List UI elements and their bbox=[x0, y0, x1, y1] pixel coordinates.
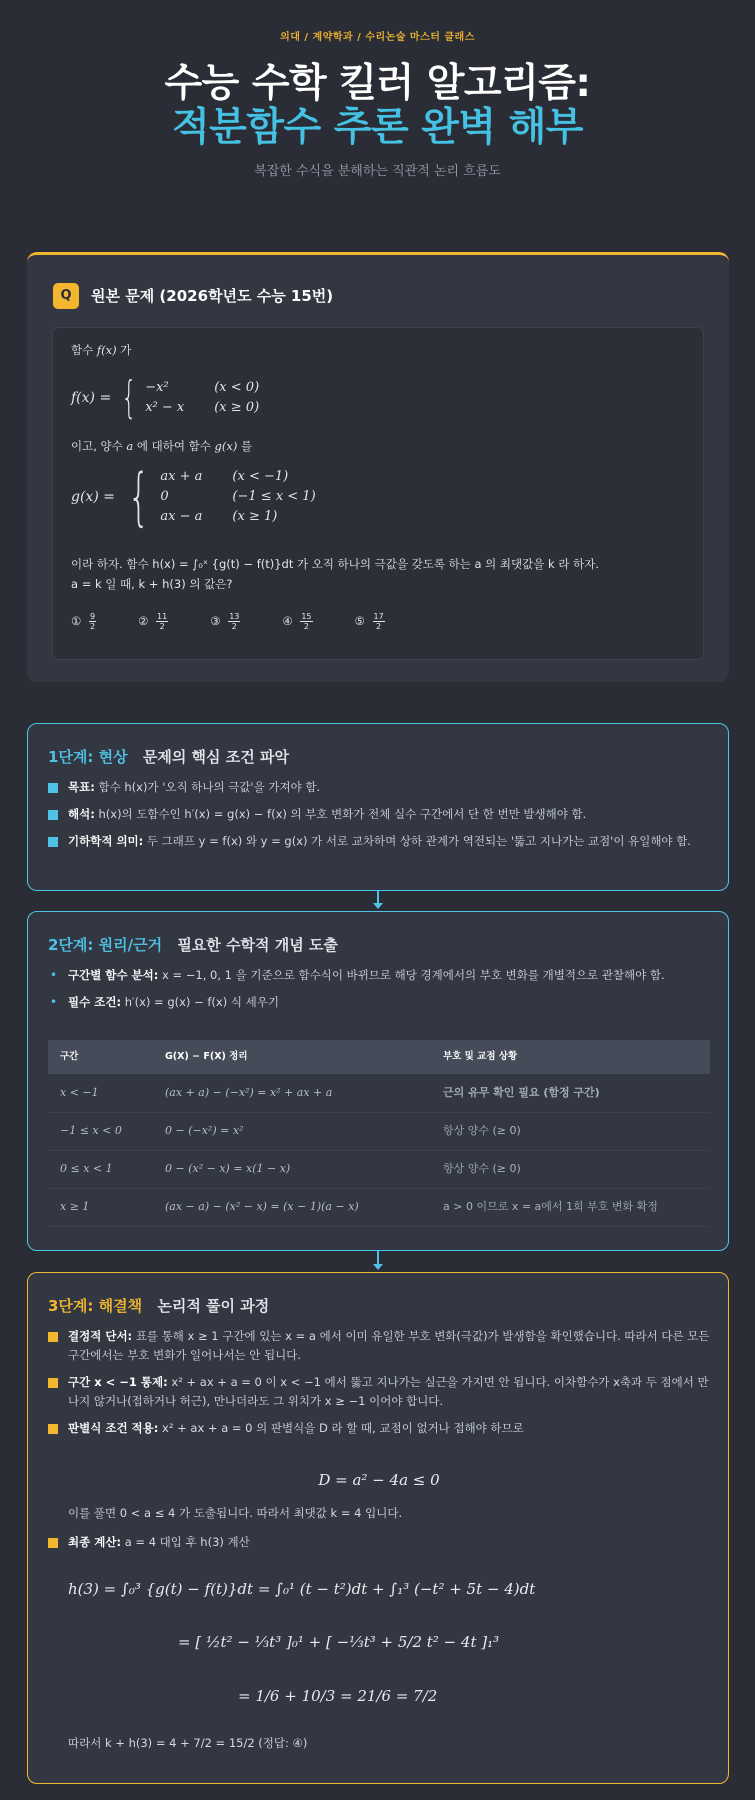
step3-header bbox=[48, 1295, 269, 1318]
step2-title: 필요한 수학적 개념 도출 bbox=[177, 936, 338, 954]
page-title-line2: 적분함수 추론 완벽 해부 bbox=[172, 105, 583, 150]
step1-label: 1단계: 현상 bbox=[48, 748, 128, 766]
fraction-numerator: 11 bbox=[157, 612, 168, 621]
square-bullet-icon bbox=[48, 1538, 58, 1548]
item-key: 판별식 조건 적용: bbox=[68, 1421, 159, 1435]
f-case-row bbox=[145, 398, 289, 418]
arrow-down-icon bbox=[373, 903, 383, 909]
fraction-numerator: 17 bbox=[373, 612, 384, 621]
choice-fraction bbox=[300, 612, 326, 631]
item-text: a = 4 대입 후 h(3) 계산 bbox=[124, 1535, 250, 1549]
list-item bbox=[48, 1533, 710, 1552]
answer-choice bbox=[138, 612, 196, 631]
table-cell: 0 ≤ x < 1 bbox=[48, 1150, 153, 1188]
list-item bbox=[48, 1373, 710, 1411]
item-text: x² + ax + a = 0 의 판별식을 D 라 할 때, 교점이 없거나 접해야 하므로 bbox=[162, 1421, 524, 1435]
f-case-expr: x² − x bbox=[145, 400, 185, 415]
problem-mid-text bbox=[71, 438, 252, 455]
table-cell: (ax + a) − (−x²) = x² + ax + a bbox=[153, 1074, 431, 1112]
answer-choice bbox=[282, 612, 340, 631]
breadcrumb: 의대 / 계약학과 / 수리논술 마스터 클래스 bbox=[280, 32, 475, 43]
item-text: x = −1, 0, 1 을 기준으로 함수식이 바뀌므로 해당 경계에서의 부호 변화를 개별적으로 관찰해야 함. bbox=[162, 968, 665, 982]
result-text: 이를 풀면 0 < a ≤ 4 가 도출됩니다. 따라서 최댓값 k = 4 입니다. bbox=[68, 1506, 403, 1520]
item-key: 목표: bbox=[68, 780, 95, 794]
g-case-cond: (x < −1) bbox=[232, 469, 289, 484]
choice-fraction bbox=[373, 612, 399, 631]
choice-mark: ③ bbox=[210, 614, 225, 628]
step3-title: 논리적 풀이 과정 bbox=[157, 1297, 270, 1315]
list-item bbox=[48, 1419, 710, 1438]
table-header-row bbox=[48, 1040, 710, 1074]
choice-fraction bbox=[89, 612, 110, 631]
fraction-denominator: 2 bbox=[303, 622, 309, 631]
page-title-line1: 수능 수학 킬러 알고리즘: bbox=[164, 61, 591, 106]
f-case-cond: (x < 0) bbox=[214, 380, 260, 395]
choice-mark: ① bbox=[71, 614, 85, 628]
fraction-denominator: 2 bbox=[231, 622, 237, 631]
step1-header bbox=[48, 746, 289, 769]
fraction-denominator: 2 bbox=[89, 622, 96, 631]
answer-choices bbox=[71, 612, 427, 631]
g-def-lhs: g(x) = bbox=[71, 488, 115, 505]
f-case-cond: (x ≥ 0) bbox=[214, 400, 260, 415]
f-name: f(x) bbox=[96, 343, 117, 357]
f-case-expr: −x² bbox=[145, 380, 169, 395]
answer-choice bbox=[210, 612, 268, 631]
choice-fraction bbox=[228, 612, 254, 631]
item-text: x² + ax + a = 0 이 x < −1 에서 뚫고 지나가는 실근을 가지면 안 됩니다. 이차함수가 x축과 두 점에서 만나지 않거나(접하거나 허근), 만나더라도 그 위치가 x ≥ −1 이어야 합니다. bbox=[68, 1375, 709, 1408]
step3-list bbox=[48, 1327, 710, 1446]
problem-intro bbox=[71, 342, 131, 359]
flow-connector bbox=[377, 891, 379, 903]
item-key: 구간별 함수 분석: bbox=[68, 968, 159, 982]
table-header: 부호 및 교점 상황 bbox=[431, 1040, 710, 1074]
item-key: 최종 계산: bbox=[68, 1535, 122, 1549]
choice-mark: ④ bbox=[282, 614, 297, 628]
list-item bbox=[48, 805, 710, 824]
discriminant-equation: D = a² − 4a ≤ 0 bbox=[318, 1471, 440, 1489]
square-bullet-icon bbox=[48, 1332, 58, 1342]
table-cell: x < −1 bbox=[48, 1074, 153, 1112]
f-def-lhs: f(x) = bbox=[71, 389, 112, 406]
g-case-row bbox=[160, 487, 345, 507]
table-cell: 항상 양수 (≥ 0) bbox=[431, 1150, 710, 1188]
g-case-expr: ax + a bbox=[160, 469, 203, 484]
arrow-down-icon bbox=[373, 1264, 383, 1270]
choice-mark: ② bbox=[138, 614, 153, 628]
mid-a: a bbox=[126, 439, 134, 453]
mid-text-c: 를 bbox=[241, 439, 253, 453]
step3-final-list bbox=[48, 1533, 710, 1560]
mid-g: g(x) bbox=[214, 439, 238, 453]
list-item bbox=[48, 778, 710, 797]
h3-equation-line1: h(3) = ∫₀³ {g(t) − f(t)}dt = ∫₀¹ (t − t²)dt + ∫₁³ (−t² + 5t − 4)dt bbox=[68, 1580, 536, 1598]
table-row bbox=[48, 1112, 710, 1150]
square-bullet-icon bbox=[48, 1424, 58, 1434]
g-case-expr: 0 bbox=[160, 489, 169, 504]
fraction-denominator: 2 bbox=[159, 622, 165, 631]
table-cell: x ≥ 1 bbox=[48, 1188, 153, 1226]
q-badge-icon: Q bbox=[53, 283, 79, 309]
step2-label: 2단계: 원리/근거 bbox=[48, 936, 163, 954]
f-case-row bbox=[145, 378, 289, 398]
step3-card bbox=[27, 1272, 729, 1784]
list-item bbox=[48, 832, 710, 851]
table-header: 구간 bbox=[48, 1040, 153, 1074]
fraction-numerator: 13 bbox=[229, 612, 240, 621]
final-answer-text: 따라서 k + h(3) = 4 + 7/2 = 15/2 (정답: ④) bbox=[68, 1736, 308, 1750]
question-text: a = k 일 때, k + h(3) 의 값은? bbox=[71, 577, 233, 591]
answer-choice bbox=[354, 612, 413, 631]
table-cell: 근의 유무 확인 필요 (함정 구간) bbox=[431, 1074, 710, 1112]
choice-mark: ⑤ bbox=[354, 614, 369, 628]
list-item bbox=[48, 966, 710, 985]
g-case-row bbox=[160, 507, 345, 527]
item-key: 기하학적 의미: bbox=[68, 834, 144, 848]
intro-suffix: 가 bbox=[120, 343, 132, 357]
flow-connector bbox=[377, 1251, 379, 1264]
step2-header bbox=[48, 934, 338, 957]
square-bullet-icon bbox=[48, 837, 58, 847]
table-cell: (ax − a) − (x² − x) = (x − 1)(a − x) bbox=[153, 1188, 431, 1226]
step2-list bbox=[48, 966, 710, 1020]
item-text: 함수 h(x)가 '오직 하나의 극값'을 가져야 함. bbox=[98, 780, 321, 794]
item-text: h′(x) = g(x) − f(x) 식 세우기 bbox=[124, 995, 279, 1009]
f-cases bbox=[145, 378, 289, 418]
g-case-expr: ax − a bbox=[160, 509, 203, 524]
h3-equation-line2: = [ ½t² − ⅓t³ ]₀¹ + [ −⅓t³ + 5/2 t² − 4t ]₁³ bbox=[178, 1633, 500, 1651]
condition-text: 이라 하자. 함수 h(x) = ∫₀ˣ {g(t) − f(t)}dt 가 오직 하나의 극값을 갖도록 하는 a 의 최댓값을 k 라 하자. bbox=[71, 557, 599, 571]
item-key: 구간 x < −1 통제: bbox=[68, 1375, 168, 1389]
answer-choice bbox=[71, 612, 124, 631]
item-key: 결정적 단서: bbox=[68, 1329, 133, 1343]
item-key: 해석: bbox=[68, 807, 95, 821]
interval-table bbox=[48, 1040, 710, 1227]
g-definition bbox=[71, 460, 346, 533]
table-header: G(X) − F(X) 정리 bbox=[153, 1040, 431, 1074]
f-definition bbox=[71, 372, 289, 423]
item-text: h(x)의 도함수인 h′(x) = g(x) − f(x) 의 부호 변화가 전체 실수 구간에서 단 한 번만 발생해야 함. bbox=[98, 807, 587, 821]
mid-text-a: 이고, 양수 bbox=[71, 439, 123, 453]
fraction-numerator: 9 bbox=[89, 612, 96, 621]
step1-card bbox=[27, 723, 729, 891]
table-cell: 0 − (x² − x) = x(1 − x) bbox=[153, 1150, 431, 1188]
problem-box bbox=[52, 327, 704, 660]
page-subtitle: 복잡한 수식을 분해하는 직관적 논리 흐름도 bbox=[254, 164, 501, 179]
item-text: 두 그래프 y = f(x) 와 y = g(x) 가 서로 교차하며 상하 관계가 역전되는 '뚫고 지나가는 교점'이 유일해야 함. bbox=[146, 834, 691, 848]
problem-card bbox=[27, 252, 729, 682]
list-item bbox=[48, 1327, 710, 1365]
dot-bullet-icon: • bbox=[50, 968, 58, 982]
g-case-cond: (x ≥ 1) bbox=[232, 509, 278, 524]
problem-title: 원본 문제 (2026학년도 수능 15번) bbox=[91, 286, 334, 305]
g-cases bbox=[160, 467, 345, 527]
intro-text: 함수 bbox=[71, 343, 94, 357]
table-row bbox=[48, 1188, 710, 1226]
choice-fraction bbox=[156, 612, 182, 631]
table-cell: a > 0 이므로 x = a에서 1회 부호 변화 확정 bbox=[431, 1188, 710, 1226]
fraction-numerator: 15 bbox=[301, 612, 312, 621]
step3-label: 3단계: 해결책 bbox=[48, 1297, 143, 1315]
item-text: 표를 통해 x ≥ 1 구간에 있는 x = a 에서 이미 유일한 부호 변화(극값)가 발생함을 확인했습니다. 따라서 다른 모든 구간에서는 부호 변화가 일어나서는 안 됩니다. bbox=[68, 1329, 710, 1362]
list-item bbox=[48, 993, 710, 1012]
step2-card bbox=[27, 911, 729, 1251]
item-key: 필수 조건: bbox=[68, 995, 122, 1009]
step1-title: 문제의 핵심 조건 파악 bbox=[142, 748, 289, 766]
square-bullet-icon bbox=[48, 810, 58, 820]
table-cell: −1 ≤ x < 0 bbox=[48, 1112, 153, 1150]
brace-icon: { bbox=[121, 372, 137, 423]
page-header bbox=[0, 30, 755, 182]
g-case-row bbox=[160, 467, 345, 487]
table-cell: 항상 양수 (≥ 0) bbox=[431, 1112, 710, 1150]
fraction-denominator: 2 bbox=[376, 622, 382, 631]
table-row bbox=[48, 1074, 710, 1112]
mid-text-b: 에 대하여 함수 bbox=[136, 439, 211, 453]
dot-bullet-icon: • bbox=[50, 995, 58, 1009]
table-row bbox=[48, 1150, 710, 1188]
brace-icon: { bbox=[127, 460, 150, 533]
square-bullet-icon bbox=[48, 1378, 58, 1388]
problem-header bbox=[53, 283, 333, 309]
g-case-cond: (−1 ≤ x < 1) bbox=[232, 489, 316, 504]
h3-equation-line3: = 1/6 + 10/3 = 21/6 = 7/2 bbox=[238, 1687, 438, 1705]
square-bullet-icon bbox=[48, 783, 58, 793]
step1-list bbox=[48, 778, 710, 859]
table-cell: 0 − (−x²) = x² bbox=[153, 1112, 431, 1150]
